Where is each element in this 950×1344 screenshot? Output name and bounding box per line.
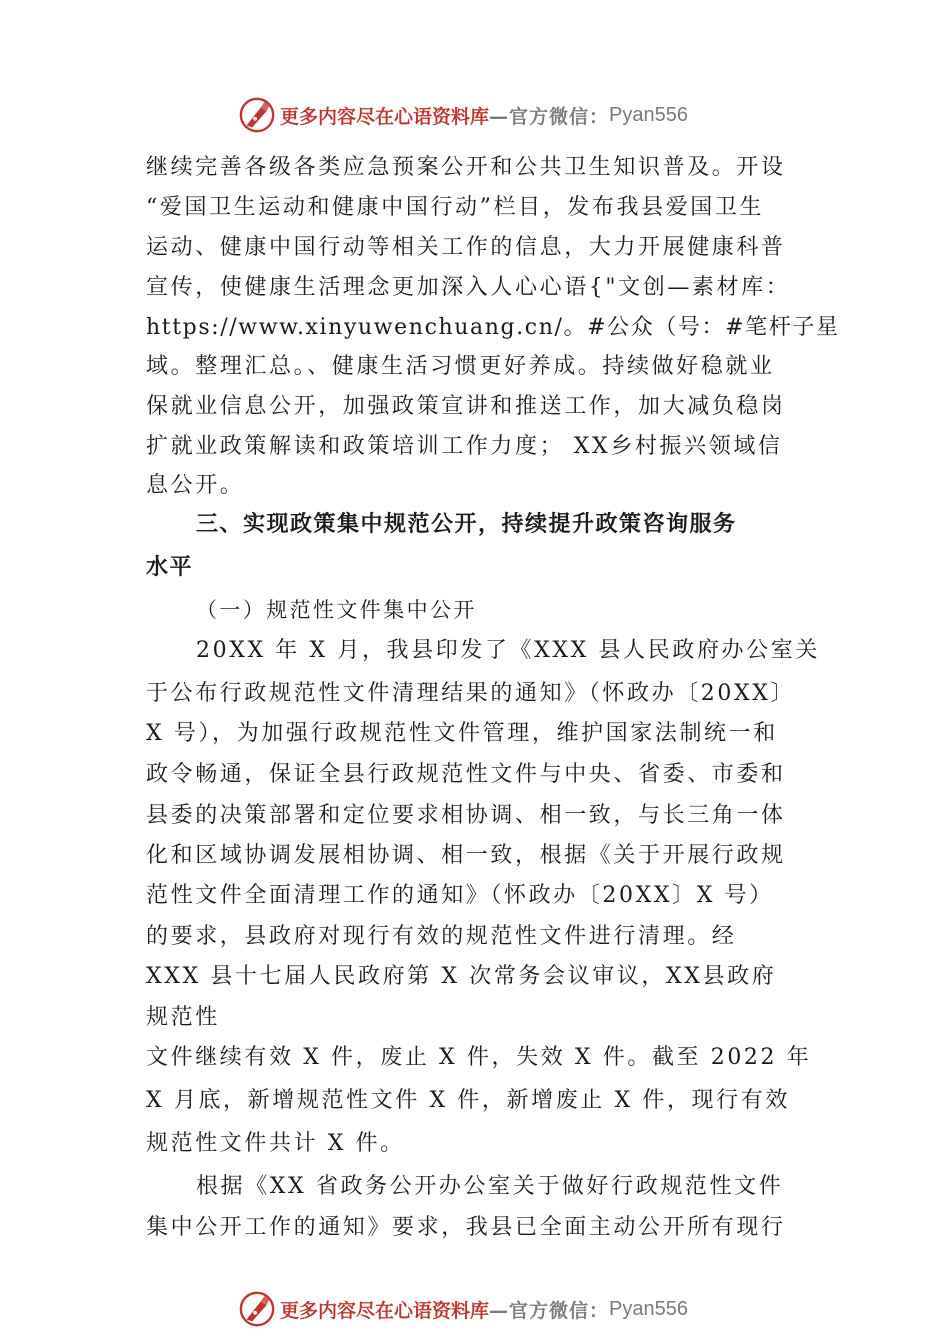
text-line: X 月底，新增规范性文件 X 件，新增废止 X 件，现行有效 bbox=[146, 1088, 790, 1113]
text-line: 的要求，县政府对现行有效的规范性文件进行清理。经 bbox=[146, 924, 737, 949]
text-line: 集中公开工作的通知》要求，我县已全面主动公开所有现行 bbox=[146, 1215, 786, 1240]
text-line: 于公布行政规范性文件清理结果的通知》（怀政办〔20XX〕 bbox=[146, 681, 796, 706]
watermark-red-text: 更多内容尽在心语资料库 bbox=[280, 1299, 490, 1322]
text-line: https://www.xinyuwenchuang.cn/。#公众（号：#笔杆子星 bbox=[146, 315, 840, 340]
text-line: 息公开。 bbox=[146, 473, 245, 498]
text-line: 规范性 bbox=[146, 1005, 220, 1030]
text-line: 规范性文件共计 X 件。 bbox=[146, 1131, 405, 1156]
text-line: 根据《XX 省政务公开办公室关于做好行政规范性文件 bbox=[196, 1174, 784, 1199]
text-line: 文件继续有效 X 件，废止 X 件，失效 X 件。截至 2022 年 bbox=[146, 1045, 812, 1070]
text-line: 保就业信息公开，加强政策宣讲和推送工作，加大减负稳岗 bbox=[146, 394, 786, 419]
text-line: 扩就业政策解读和政策培训工作力度； XX乡村振兴领域信 bbox=[146, 434, 783, 459]
text-line: “爱国卫生运动和健康中国行动”栏目，发布我县爱国卫生 bbox=[146, 195, 765, 220]
watermark-wechat-id: Pyan556 bbox=[609, 1297, 688, 1320]
text-line: X 号），为加强行政规范性文件管理，维护国家法制统一和 bbox=[146, 721, 778, 746]
watermark-wechat-id: Pyan556 bbox=[609, 103, 688, 126]
watermark-grey-text: —官方微信： bbox=[489, 1299, 610, 1322]
text-line: 范性文件全面清理工作的通知》（怀政办〔20XX〕X 号） bbox=[146, 883, 774, 908]
footer-watermark bbox=[238, 1289, 758, 1329]
text-line: 运动、健康中国行动等相关工作的信息，大力开展健康科普 bbox=[146, 235, 786, 260]
text-line: XXX 县十七届人民政府第 X 次常务会议审议，XX县政府 bbox=[146, 964, 777, 989]
pen-nib-logo-icon bbox=[238, 96, 276, 134]
text-line: 继续完善各级各类应急预案公开和公共卫生知识普及。开设 bbox=[146, 155, 786, 180]
text-line: 20XX 年 X 月，我县印发了《XXX 县人民政府办公室关 bbox=[196, 638, 820, 663]
text-line: 县委的决策部署和定位要求相协调、相一致，与长三角一体 bbox=[146, 803, 786, 828]
text-line: 政令畅通，保证全县行政规范性文件与中央、省委、市委和 bbox=[146, 762, 786, 787]
text-line: 宣传，使健康生活理念更加深入人心心语{"文创—素材库： bbox=[146, 275, 791, 300]
section-heading-line: 水平 bbox=[146, 555, 194, 580]
watermark-red-text: 更多内容尽在心语资料库 bbox=[280, 105, 490, 128]
watermark-grey-text: —官方微信： bbox=[489, 105, 610, 128]
text-line: 化和区域协调发展相协调、相一致，根据《关于开展行政规 bbox=[146, 843, 786, 868]
section-heading-line: 三、实现政策集中规范公开，持续提升政策咨询服务 bbox=[196, 512, 737, 537]
text-line: 域。整理汇总。、健康生活习惯更好养成。持续做好稳就业 bbox=[146, 354, 775, 379]
pen-nib-logo-icon bbox=[238, 1290, 276, 1328]
subsection-heading: （一）规范性文件集中公开 bbox=[196, 598, 477, 622]
header-watermark bbox=[238, 95, 758, 135]
